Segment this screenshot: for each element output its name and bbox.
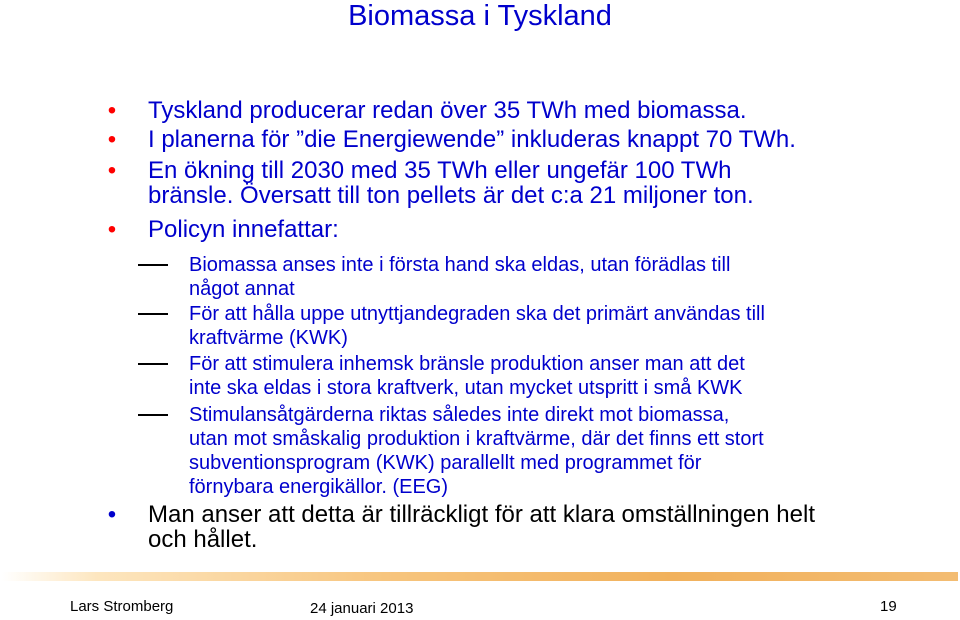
dash-marker-icon [138, 313, 168, 315]
bullet-item [107, 97, 908, 124]
sub-bullet-line: För att stimulera inhemsk bränsle produktion anser man att det [189, 353, 745, 375]
dash-marker-icon [138, 414, 168, 416]
sub-bullet-line: något annat [189, 278, 295, 300]
sub-bullet-line: subventionsprogram (KWK) parallellt med programmet för [189, 452, 702, 474]
bullet-line: bränsle. Översatt till ton pellets är det c:a 21 miljoner ton. [148, 182, 754, 209]
bullet-dot-icon: • [107, 216, 117, 243]
sub-bullet-item [189, 253, 909, 301]
bullet-dot-icon: • [107, 501, 117, 528]
bullet-item [107, 157, 908, 209]
sub-bullet-line: Stimulansåtgärderna riktas således inte direkt mot biomassa, [189, 404, 730, 426]
bullet-line: och hållet. [148, 526, 258, 553]
bullet-line: Policyn innefattar: [148, 216, 339, 243]
bullet-item [107, 216, 908, 243]
slide-title: Biomassa i Tyskland [348, 0, 612, 32]
sub-bullet-line: förnybara energikällor. (EEG) [189, 476, 449, 498]
dash-marker-icon [138, 264, 168, 266]
sub-bullet-line: utan mot småskalig produktion i kraftvärme, där det finns ett stort [189, 428, 764, 450]
sub-bullet-line: kraftvärme (KWK) [189, 327, 348, 349]
sub-bullet-line: För att hålla uppe utnyttjandegraden ska det primärt användas till [189, 303, 765, 325]
sub-bullet-item [189, 403, 909, 499]
bullet-line: I planerna för ”die Energiewende” inkluderas knappt 70 TWh. [148, 126, 796, 153]
bullet-dot-icon: • [107, 97, 117, 124]
footer-date: 24 januari 2013 [310, 600, 414, 617]
bullet-line: Tyskland producerar redan över 35 TWh med biomassa. [148, 97, 747, 124]
bullet-item [107, 501, 908, 553]
sub-bullet-line: Biomassa anses inte i första hand ska eldas, utan förädlas till [189, 254, 731, 276]
sub-bullet-item [189, 302, 909, 350]
footer-divider [2, 572, 958, 581]
dash-marker-icon [138, 363, 168, 365]
bullet-item [107, 126, 908, 153]
sub-bullet-line: inte ska eldas i stora kraftverk, utan mycket utspritt i små KWK [189, 377, 743, 399]
page-number: 19 [880, 598, 897, 615]
bullet-dot-icon: • [107, 126, 117, 153]
bullet-dot-icon: • [107, 157, 117, 184]
bullet-line: En ökning till 2030 med 35 TWh eller ungefär 100 TWh [148, 157, 732, 184]
sub-bullet-item [189, 352, 909, 400]
bullet-line: Man anser att detta är tillräckligt för att klara omställningen helt [148, 501, 815, 528]
footer-author: Lars Stromberg [70, 598, 174, 615]
